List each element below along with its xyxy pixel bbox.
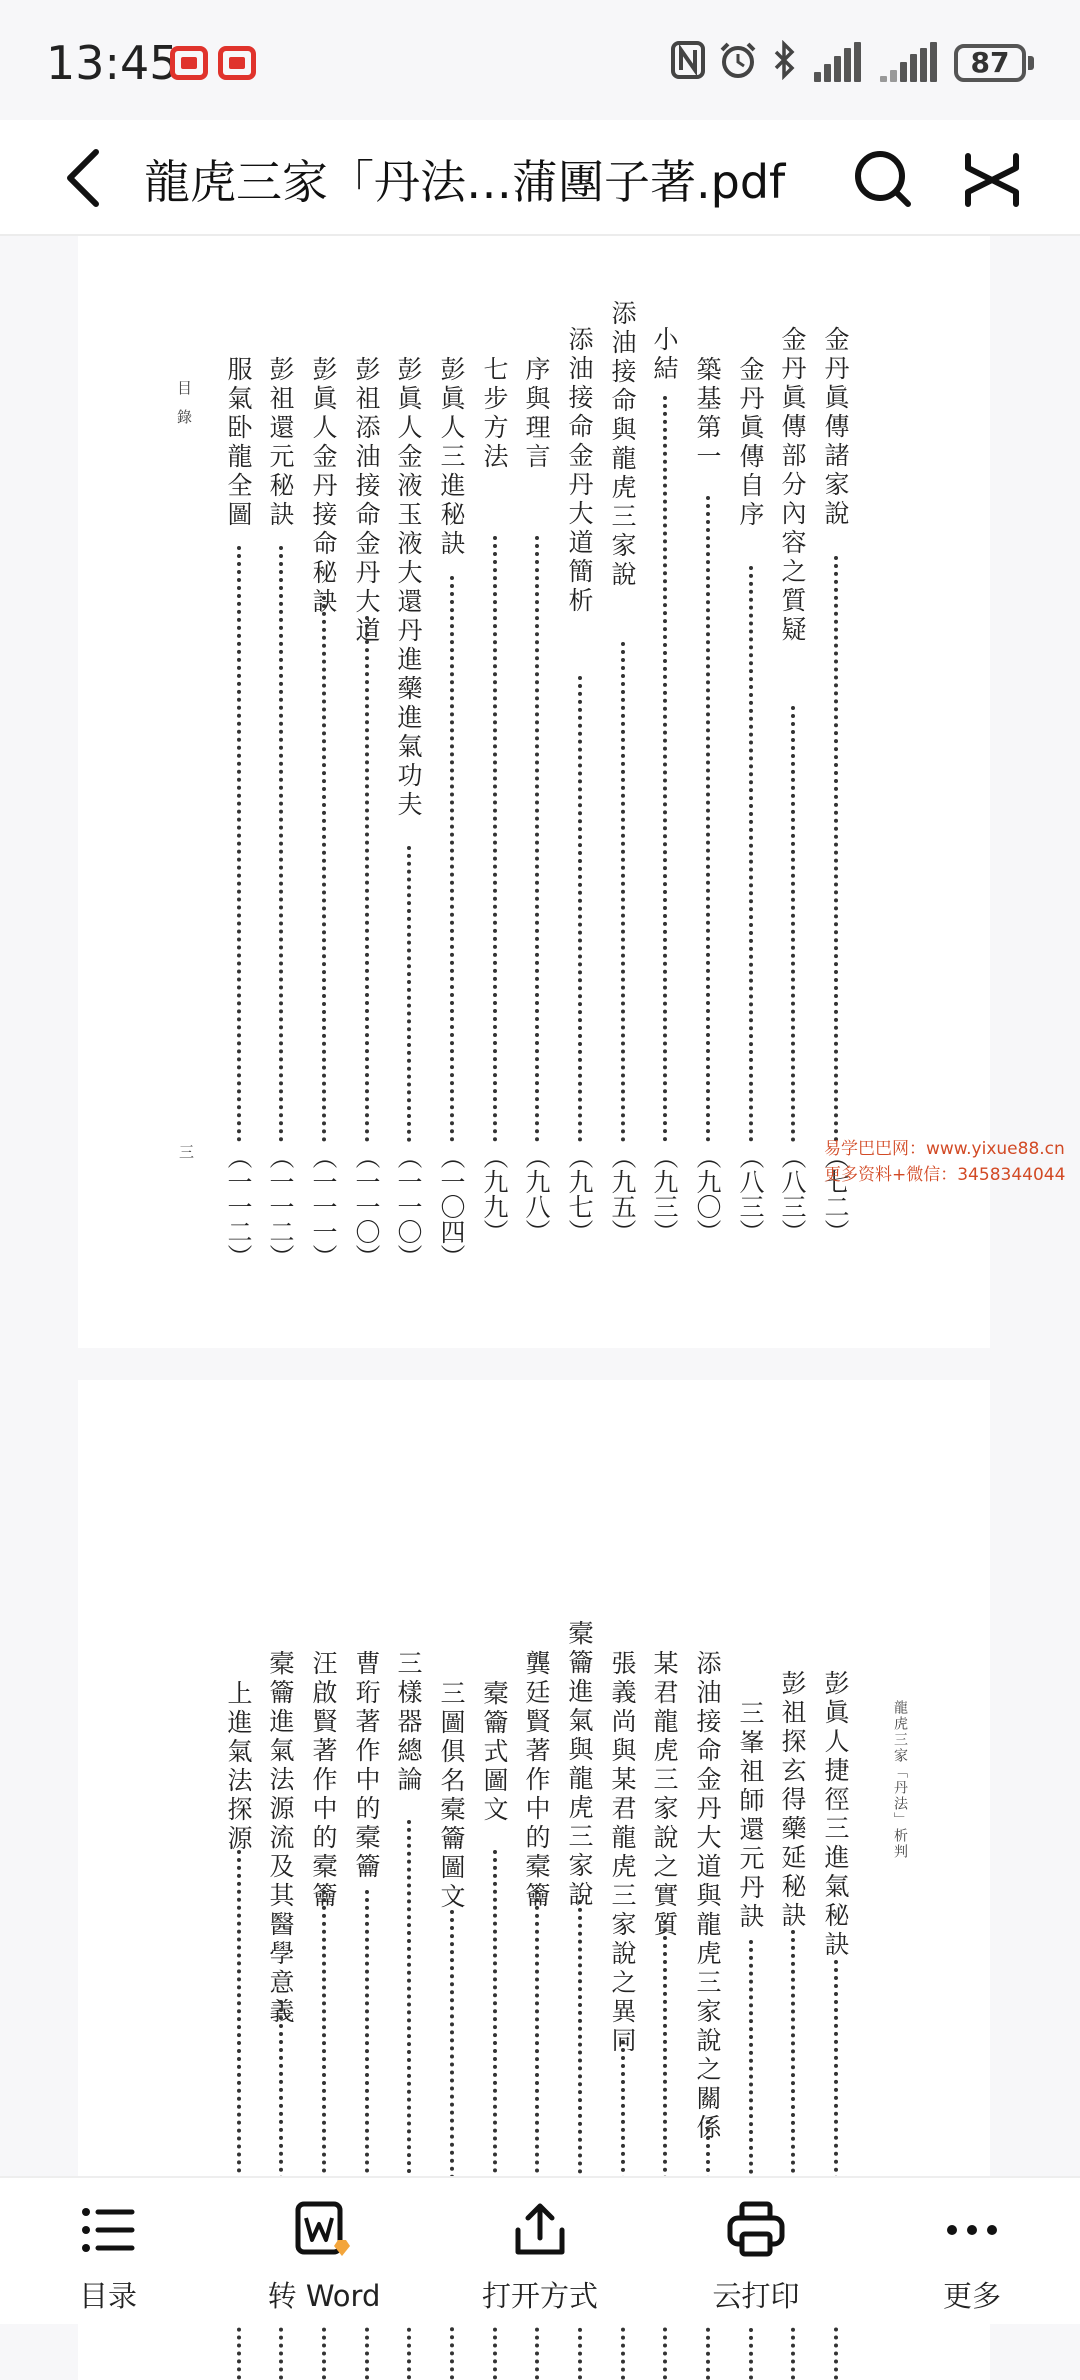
reading-mode-icon	[962, 150, 1022, 210]
toc-entry[interactable]: 彭眞人金丹接命秘訣	[309, 356, 338, 617]
document-title: 龍虎三家「丹法…蒲團子著.pdf	[144, 155, 786, 209]
toc-entry[interactable]: 槖籥進氣法源流及其醫學意義	[266, 1650, 295, 2027]
toc-page-number: （一一〇）	[394, 1144, 423, 1269]
toc-entry[interactable]: 金丹眞傳部分內容之質疑	[778, 326, 807, 645]
toc-leader-dots	[279, 546, 283, 1142]
cloud-print-button[interactable]	[648, 2178, 864, 2326]
toc-entry[interactable]: 彭眞人捷徑三進氣秘訣	[821, 1670, 850, 1960]
back-arrow-icon	[56, 146, 116, 210]
toc-entry[interactable]: 服氣卧龍全圖	[224, 356, 253, 530]
more-label: 更多	[942, 2279, 1001, 2313]
toc-entry[interactable]: 張義尚與某君龍虎三家說之異同	[608, 1650, 637, 2056]
toc-entry[interactable]: 某君龍虎三家說之實質	[650, 1650, 679, 1940]
title-bar	[0, 120, 1080, 236]
toc-entry[interactable]: 三樣器總論	[394, 1650, 423, 1795]
toc-page-number: （八三）	[778, 1144, 807, 1244]
bluetooth-icon	[770, 40, 798, 90]
convert-to-word-button[interactable]	[216, 2178, 432, 2326]
toc-entry[interactable]: 序與理言	[522, 356, 551, 472]
toc-page-number: （七二）	[821, 1144, 850, 1244]
toc-leader-dots	[365, 616, 369, 1142]
toc-page-number: （一一〇）	[352, 1144, 381, 1269]
watermark-line: 更多资料+微信：3458344044	[824, 1165, 1066, 1185]
toc-leader-dots	[749, 566, 753, 1142]
toc-leader-dots	[237, 546, 241, 1142]
toc-entry[interactable]: 築基第一	[693, 356, 722, 472]
toc-label: 目录	[78, 2279, 137, 2313]
convert-to-word-label: 转 Word	[267, 2279, 381, 2313]
list-icon	[78, 2200, 138, 2260]
open-with-label: 打开方式	[481, 2279, 598, 2313]
toc-leader-dots	[535, 536, 539, 1142]
toc-entry[interactable]: 金丹眞傳自序	[736, 356, 765, 530]
toc-page-number: （八三）	[736, 1144, 765, 1244]
search-icon	[850, 146, 914, 210]
toc-leader-dots	[493, 536, 497, 1142]
toc-entry[interactable]: 彭祖添油接命金丹大道	[352, 356, 381, 646]
clock: 13:45	[46, 36, 179, 90]
page-number: 三	[177, 1144, 195, 1173]
watermark-text	[824, 1136, 1080, 1188]
cell-signal-icon	[880, 42, 940, 82]
notification-app-icon	[218, 46, 256, 80]
toc-page-number: （九〇）	[693, 1144, 722, 1244]
toc-entry[interactable]: 彭眞人金液玉液大還丹進藥進氣功夫	[394, 356, 423, 820]
toc-entry[interactable]: 金丹眞傳諸家說	[821, 326, 850, 529]
toc-page-number: （一一一）	[309, 1144, 338, 1269]
cell-signal-icon	[814, 42, 866, 82]
share-icon	[510, 2200, 570, 2260]
toc-entry[interactable]: 彭眞人三進秘訣	[437, 356, 466, 559]
nfc-icon	[670, 40, 706, 90]
toc-entry[interactable]: 龔廷賢著作中的槖籥	[522, 1650, 551, 1911]
bottom-toolbar	[0, 2176, 1080, 2324]
toc-entry[interactable]: 槖籥式圖文	[480, 1680, 509, 1825]
toc-entry[interactable]: 添油接命金丹大道簡析	[565, 326, 594, 616]
toc-leader-dots	[450, 576, 454, 1142]
toc-leader-dots	[578, 676, 582, 1142]
toc-entry[interactable]: 添油接命金丹大道與龍虎三家說之關係	[693, 1650, 722, 2143]
toc-entry[interactable]: 上進氣法探源	[224, 1680, 253, 1854]
toc-leader-dots	[706, 496, 710, 1142]
toc-entry[interactable]: 七步方法	[480, 356, 509, 472]
battery-indicator: 87	[954, 44, 1026, 82]
toc-leader-dots	[322, 596, 326, 1142]
more-dots-icon	[942, 2200, 1002, 2260]
toc-entry[interactable]: 添油接命與龍虎三家說	[608, 300, 637, 590]
toc-entry[interactable]: 槖籥進氣與龍虎三家說	[565, 1620, 594, 1910]
toc-page-number: （一一二）	[266, 1144, 295, 1269]
open-with-button[interactable]	[432, 2178, 648, 2326]
reading-mode-button[interactable]	[962, 150, 1022, 210]
toc-leader-dots	[834, 556, 838, 1142]
toc-page-number: （一〇四）	[437, 1144, 466, 1269]
toc-page-number: （九五）	[608, 1144, 637, 1244]
toc-entry[interactable]: 三峯祖師還元丹訣	[736, 1700, 765, 1932]
back-button[interactable]	[56, 146, 116, 210]
watermark-line: 易学巴巴网：www.yixue88.cn	[824, 1139, 1065, 1159]
toc-leader-dots	[621, 642, 625, 1142]
toc-button[interactable]	[0, 2178, 216, 2326]
toc-entry[interactable]: 彭祖還元秘訣	[266, 356, 295, 530]
toc-entry[interactable]: 曹珩著作中的槖籥	[352, 1650, 381, 1882]
search-button[interactable]	[850, 146, 914, 210]
toc-leader-dots	[791, 706, 795, 1142]
notification-app-icon	[170, 46, 208, 80]
page-running-header: 龍虎三家「丹法」析判	[892, 1700, 908, 1860]
printer-icon	[726, 2200, 786, 2260]
toc-page-number: （九八）	[522, 1144, 551, 1244]
alarm-icon	[718, 40, 758, 90]
page-section-label: 目錄	[175, 380, 193, 438]
toc-entry[interactable]: 三圖俱名槖籥圖文	[437, 1680, 466, 1912]
more-button[interactable]	[864, 2178, 1080, 2326]
toc-entry[interactable]: 汪啟賢著作中的槖籥	[309, 1650, 338, 1911]
toc-page-number: （九七）	[565, 1144, 594, 1244]
toc-entry[interactable]: 小結	[650, 326, 679, 384]
toc-page-number: （九三）	[650, 1144, 679, 1244]
toc-leader-dots	[407, 846, 411, 1142]
toc-entry[interactable]: 彭祖探玄得藥延秘訣	[778, 1670, 807, 1931]
cloud-print-label: 云打印	[712, 2279, 800, 2313]
toc-page-number: （一一二）	[224, 1144, 253, 1269]
word-convert-icon	[294, 2200, 354, 2260]
toc-page-number: （九九）	[480, 1144, 509, 1244]
toc-leader-dots	[663, 396, 667, 1142]
status-bar	[0, 0, 1080, 120]
